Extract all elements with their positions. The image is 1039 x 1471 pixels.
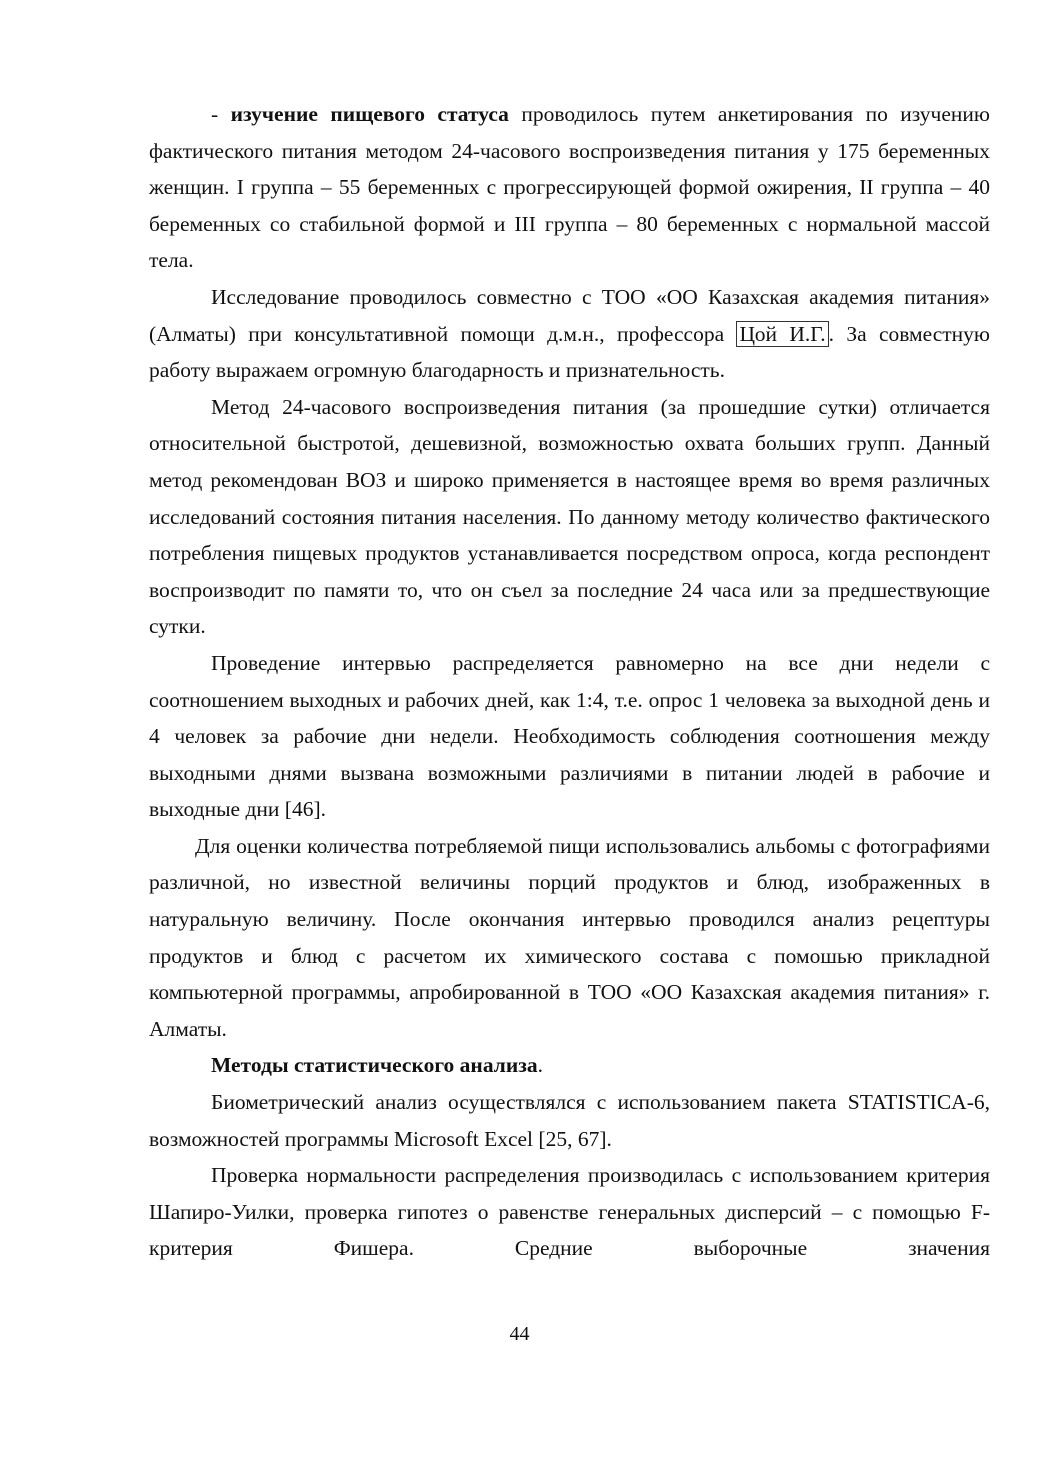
document-page <box>149 96 990 1267</box>
paragraph-collaboration <box>149 279 990 389</box>
paragraph-text: проводилось путем анкетирования по изучению фактического питания методом 24-часового воспроизведения питания у 175 беременных женщин. I группа – 55 беременных с прогрессирующей формой ожирения, II группа – 40 беременных со стабильной формой и III группа – 80 беременных с нормальной массой тела. <box>149 102 990 273</box>
paragraph-portion-albums: Для оценки количества потребляемой пищи использовались альбомы с фотографиями различной, но известной величины порций продуктов и блюд, изображенных в натуральную величину. После окончания интервью проводился анализ рецептуры продуктов и блюд с расчетом их химического состава с помошью прикладной компьютерной программы, апробированной в ТОО «ОО Казахская академия питания» г. Алматы. <box>149 833 990 1041</box>
page-number: 44 <box>509 1323 530 1345</box>
paragraph-nutrition-status <box>149 96 990 279</box>
paragraph-24h-recall-method: Метод 24-часового воспроизведения питания (за прошедшие сутки) отличается относительной быстротой, дешевизной, возможностью охвата больших групп. Данный метод рекомендован ВОЗ и широко применяется в настоящее время во время различных исследований состояния питания населения. По данному методу количество фактического потребления пищевых продуктов устанавливается посредством опроса, когда респондент воспроизводит по памяти то, что он съел за последние 24 часа или за предшествующие сутки. <box>149 394 990 639</box>
paragraph-text: Исследование проводилось совместно с ТОО «ОО Казахская академия питания» (Алматы) при консультативной помощи д.м.н., профессора <box>149 284 990 346</box>
bold-term-nutrition-status: изучение пищевого статуса <box>230 102 509 126</box>
paragraph-interview-distribution: Проведение интервью распределяется равномерно на все дни недели с соотношением выходных и рабочих дней, как 1:4, т.е. опрос 1 человека за выходной день и 4 человек за рабочие дни недели. Необходимость соблюдения соотношения между выходными днями вызвана возможными различиями в питании людей в рабочие и выходные дни [46]. <box>149 650 990 822</box>
section-heading-text: Методы статистического анализа <box>211 1053 538 1078</box>
list-dash: - <box>211 102 231 126</box>
paragraph-text: . За совместную работу выражаем огромную благодарность и признательность. <box>149 321 990 383</box>
highlighted-name-box: Цой И.Г. <box>736 321 828 347</box>
section-heading-statistics <box>149 1047 990 1084</box>
paragraph-normality-check: Проверка нормальности распределения производилась с использованием критерия Шапиро-Уилки, проверка гипотез о равенстве генеральных дисперсий – с помощью F-критерия Фишера. Средние выборочные значения <box>149 1163 990 1261</box>
heading-period: . <box>537 1053 543 1078</box>
paragraph-biometric-analysis: Биометрический анализ осуществлялся с использованием пакета STATISTICA-6, возможностей программы Microsoft Excel [25, 67]. <box>149 1090 990 1151</box>
